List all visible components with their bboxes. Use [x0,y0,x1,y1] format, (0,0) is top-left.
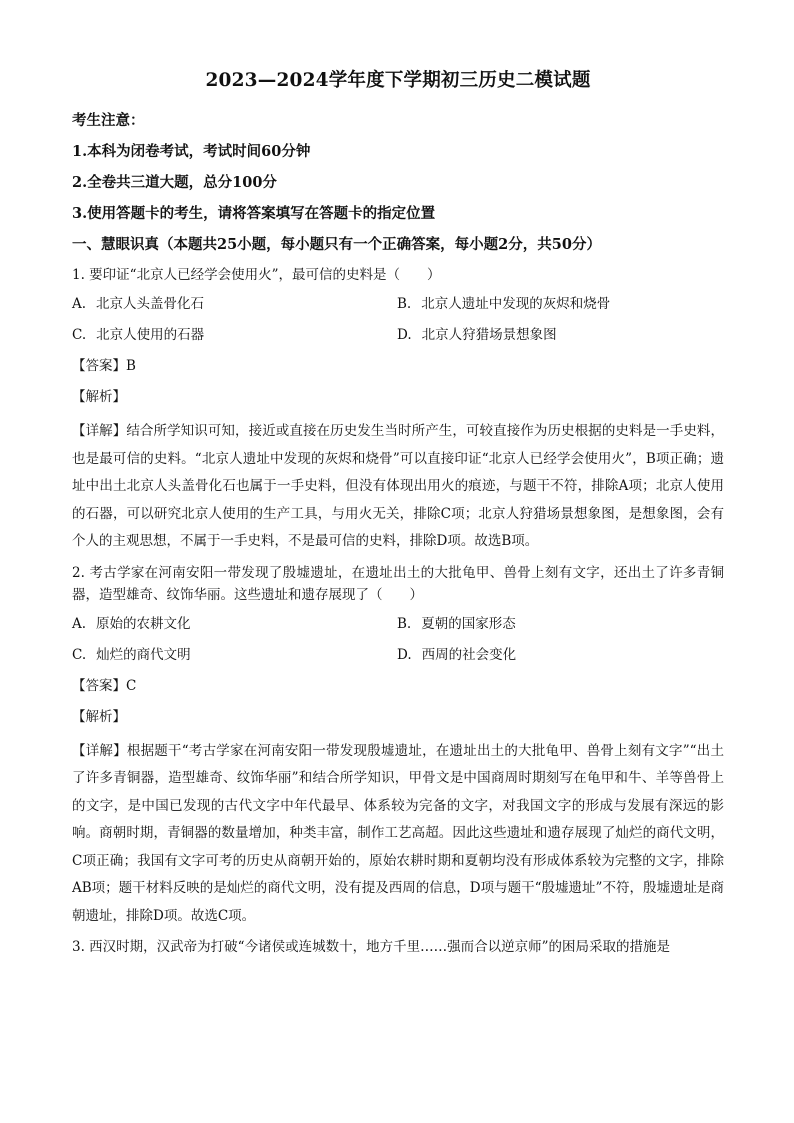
option-d[interactable] [397,645,722,666]
notice-item-3: 3.使用答题卡的考生，请将答案填写在答题卡的指定位置 [72,205,436,222]
option-b[interactable] [397,614,722,635]
option-a[interactable] [72,614,397,635]
question-stem: 3. 西汉时期，汉武帝为打破“今诸侯或连城数十，地方千里……强而合以逆京师”的困局采取的措施是 [72,939,670,955]
exam-page [72,66,724,966]
section-heading: 一、慧眼识真（本题共25小题，每小题只有一个正确答案，每小题2分，共50分） [72,236,601,253]
option-text: 北京人头盖骨化石 [96,296,205,312]
option-list [72,294,724,346]
notice-item-2: 2.全卷共三道大题，总分100分 [72,174,277,191]
question-3 [72,936,724,958]
answer-label: 【答案】B [72,358,136,374]
question-2 [72,562,724,931]
option-text: 北京人狩猎场景想象图 [421,327,557,343]
option-letter: C. [72,327,87,343]
question-1 [72,264,724,556]
option-letter: B. [397,615,412,632]
page-title: 2023—2024学年度下学期初三历史二模试题 [205,70,591,91]
option-text: 北京人遗址中发现的灰烬和烧骨 [421,296,611,312]
question-stem: 2. 考古学家在河南安阳一带发现了殷墟遗址，在遗址出土的大批龟甲、兽骨上刻有文字，还出土了许多青铜器，造型雄奇、纹饰华丽。这些遗址和遗存展现了（ ） [72,564,724,603]
option-text: 西周的社会变化 [421,646,517,663]
option-text: 北京人使用的石器 [96,327,205,343]
option-letter: A. [72,615,87,632]
answer-label: 【答案】C [72,677,137,694]
option-letter: B. [397,296,412,312]
option-d[interactable] [397,325,722,346]
option-c[interactable] [72,325,397,346]
question-stem: 1. 要印证“北京人已经学会使用火”，最可信的史料是（ ） [72,267,441,283]
option-text: 夏朝的国家形态 [421,615,516,632]
option-b[interactable] [397,294,722,315]
option-a[interactable] [72,294,397,315]
notice-heading: 考生注意： [72,112,145,129]
option-text: 原始的农耕文化 [96,615,191,632]
option-letter: C. [72,646,87,663]
option-letter: A. [72,296,87,312]
option-letter: D. [397,646,412,663]
option-list [72,614,724,666]
option-text: 灿烂的商代文明 [96,646,191,663]
detail-text: 【详解】结合所学知识可知，接近或直接在历史发生当时所产生，可较直接作为历史根据的史料是一手史料，也是最可信的史料。“北京人遗址中发现的灰烬和烧骨”可以直接印证“北京人已经学会使用火”，B项正确；遗址中出土北京人头盖骨化石也属于一手史料，但没有体现出用火的痕迹，与题干不符，排除A项；北京人使用的石器，可以研究北京人使用的生产工具，与用火无关，排除C项；北京人狩猎场景想象图，是想象图，会有个人的主观思想，不属于一手史料，不是最可信的史料，排除D项。故选B项。 [72,423,724,549]
notice-item-1: 1.本科为闭卷考试，考试时间60分钟 [72,143,311,160]
detail-text: 【详解】根据题干“考古学家在河南安阳一带发现殷墟遗址，在遗址出土的大批龟甲、兽骨上刻有文字”“出土了许多青铜器，造型雄奇、纹饰华丽”和结合所学知识，甲骨文是中国商周时期刻写在龟甲和牛、羊等兽骨上的文字，是中国已发现的古代文字中年代最早、体系较为完备的文字，对我国文字的形成与发展有深远的影响。商朝时期，青铜器的数量增加，种类丰富，制作工艺高超。因此这些遗址和遗存展现了灿烂的商代文明，C项正确；我国有文字可考的历史从商朝开始的，原始农耕时期和夏朝均没有形成体系较为完整的文字，排除AB项；题干材料反映的是灿烂的商代文明，没有提及西周的信息，D项与题干“殷墟遗址”不符，殷墟遗址是商朝遗址，排除D项。故选C项。 [72,742,724,924]
option-letter: D. [397,327,412,343]
analysis-label: 【解析】 [72,708,126,725]
analysis-label: 【解析】 [72,389,126,405]
option-c[interactable] [72,645,397,666]
